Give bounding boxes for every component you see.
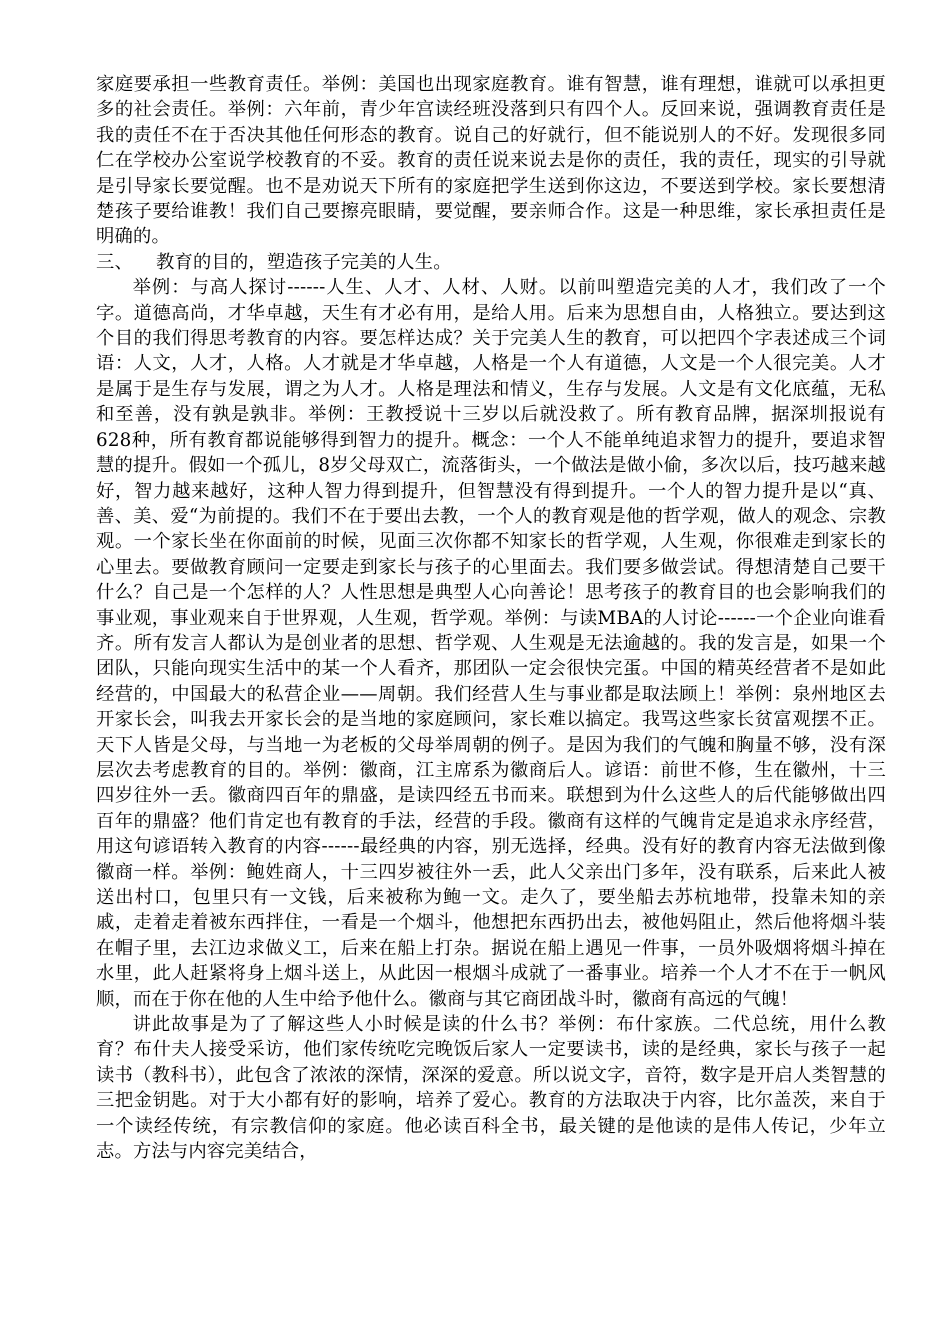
paragraph-family-responsibility: 家庭要承担一些教育责任。举例：美国也出现家庭教育。谁有智慧，谁有理想，谁就可以承担更多的社会责任。举例：六年前，青少年宫读经班没落到只有四个人。反回来说，强调教育责任是我的责任不在于否决其他任何形态的教育。说自己的好就行，但不能说别人的不好。发现很多同仁在学校办公室说学校教育的不妥。教育的责任说来说去是你的责任，我的责任，现实的引导就是引导家长要觉醒。也不是劝说天下所有的家庭把学生送到你这边，不要送到学校。家长要想清楚孩子要给谁教！我们自己要擦亮眼睛，要觉醒，要亲师合作。这是一种思维，家长承担责任是明确的。 [96,74,886,248]
section-heading [96,250,886,275]
document-page [96,72,886,1164]
section-title: 教育的目的，塑造孩子完美的人生。 [156,251,452,273]
paragraph-education-purpose: 举例：与高人探讨------人生、人才、人材、人财。以前叫塑造完美的人才，我们改了一个字。道德高尚，才华卓越，天生有才必有用，是给人用。后来为思想自由，人格独立。要达到这个目的我们得思考教育的内容。要怎样达成？关于完美人生的教育，可以把四个字表述成三个词语：人文，人才，人格。人才就是才华卓越，人格是一个人有道德，人文是一个人很完美。人才是属于是生存与发展，谓之为人才。人格是理法和情义，生存与发展。人文是有文化底蕴，无私和至善，没有孰是孰非。举例：王教授说十三岁以后就没救了。所有教育品牌，据深圳报说有628种，所有教育都说能够得到智力的提升。概念：一个人不能单纯追求智力的提升，要追求智慧的提升。假如一个孤儿，8岁父母双亡，流落街头，一个做法是做小偷，多次以后，技巧越来越好，智力越来越好，这种人智力得到提升，但智慧没有得到提升。一个人的智力提升是以“真、善、美、爱“为前提的。我们不在于要出去教，一个人的教育观是他的哲学观，做人的观念、宗教观。一个家长坐在你面前的时候，见面三次你都不知家长的哲学观，人生观，你很难走到家长的心里去。要做教育顾问一定要走到家长与孩子的心里面去。我们要多做尝试。得想清楚自己要干什么？自己是一个怎样的人？人性思想是典型人心向善论！思考孩子的教育目的也会影响我们的事业观，事业观来自于世界观，人生观，哲学观。举例：与读MBA的人讨论------一个企业向谁看齐。所有发言人都认为是创业者的思想、哲学观、人生观是无法逾越的。我的发言是，如果一个团队，只能向现实生活中的某一个人看齐，那团队一定会很快完蛋。中国的精英经营者不是如此经营的，中国最大的私营企业——周朝。我们经营人生与事业都是取法顾上！举例：泉州地区去开家长会，叫我去开家长会的是当地的家庭顾问，家长难以搞定。我骂这些家长贫富观摆不正。天下人皆是父母，与当地一为老板的父母举周朝的例子。是因为我们的气魄和胸量不够，没有深层次去考虑教育的目的。举例：徽商，江主席系为徽商后人。谚语：前世不修，生在徽州，十三四岁往外一丢。徽商四百年的鼎盛，是读四经五书而来。联想到为什么这些人的后代能够做出四百年的鼎盛？他们肯定也有教育的手法，经营的手段。徽商有这样的气魄肯定是追求永序经营，用这句谚语转入教育的内容------最经典的内容，别无选择，经典。没有好的教育内容无法做到像徽商一样。举例：鲍姓商人，十三四岁被往外一丢，此人父亲出门多年，没有联系，后来此人被送出村口，包里只有一文钱，后来被称为鲍一文。走久了，要坐船去苏杭地带，投靠未知的亲戚，走着走着被东西拌住，一看是一个烟斗，他想把东西扔出去，被他妈阻止，然后他将烟斗装在帽子里，去江边求做义工，后来在船上打杂。据说在船上遇见一件事，一员外吸烟将烟斗掉在水里，此人赶紧将身上烟斗送上，从此因一根烟斗成就了一番事业。培养一个人才不在于一帆风顺，而在于你在他的人生中给予他什么。徽商与其它商团战斗时，徽商有高远的气魄！ [96,277,886,1010]
paragraph-bush-family: 讲此故事是为了了解这些人小时候是读的什么书？举例：布什家族。二代总统，用什么教育？布什夫人接受采访，他们家传统吃完晚饭后家人一定要读书，读的是经典，家长与孩子一起读书（教科书），此包含了浓浓的深情，深深的爱意。所以说文字，音符，数字是开启人类智慧的三把金钥匙。对于大小都有好的影响，培养了爱心。教育的方法取决于内容，比尔盖茨，来自于一个读经传统，有宗教信仰的家庭。他必读百科全书，最关键的是他读的是伟人传记，少年立志。方法与内容完美结合， [96,1014,886,1163]
section-number: 三、 [96,251,133,273]
